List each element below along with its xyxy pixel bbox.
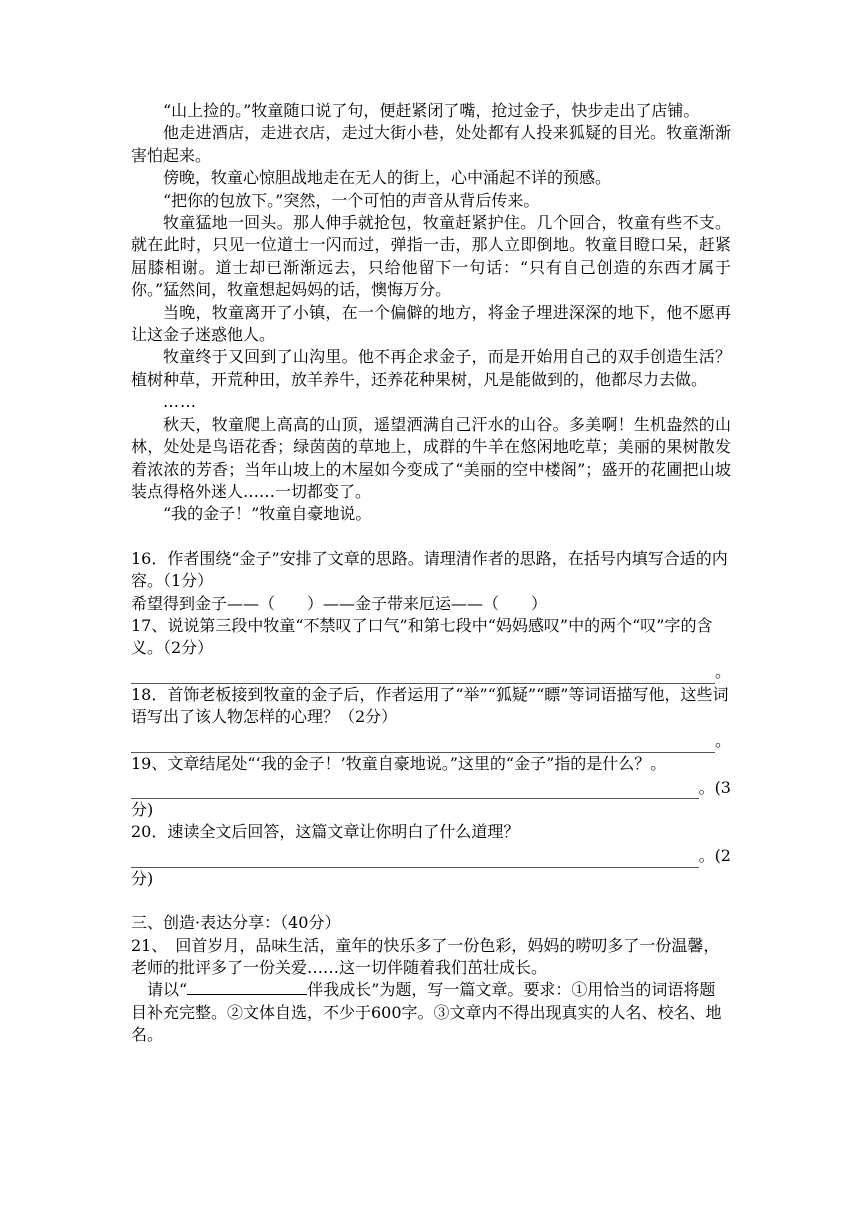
answer-line-end: 。(3	[698, 777, 731, 797]
story-paragraph: 秋天，牧童爬上高高的山顶，遥望洒满自己汗水的山谷。多美啊！生机盎然的山林，处处是鸟语花香；绿茵茵的草地上，成群的牛羊在悠闲地吃草；美丽的果树散发着浓浓的芳香；当年山坡上的木屋如今变成了“美丽的空中楼阁”；盛开的花圃把山坡装点得格外迷人……一切都变了。	[131, 414, 731, 501]
question-16: 16．作者围绕“金子”安排了文章的思路。请理清作者的思路，在括号内填写合适的内容。（1分）	[131, 548, 728, 591]
question-16-fill: 希望得到金子——（ ）——金子带来厄运——（ ）	[131, 593, 548, 613]
answer-line-20[interactable]	[131, 844, 731, 868]
story-ellipsis: ……	[163, 392, 197, 412]
answer-line-end: 。(2	[698, 846, 731, 866]
title-blank[interactable]	[187, 980, 307, 995]
answer-rule	[131, 669, 715, 684]
story-paragraph: 他走进酒店，走进衣店，走过大街小巷，处处都有人投来狐疑的目光。牧童渐渐害怕起来。	[131, 123, 731, 165]
story-paragraph: 傍晚，牧童心惊胆战地走在无人的街上，心中涌起不详的预感。	[163, 168, 612, 188]
answer-line-17[interactable]	[131, 660, 731, 684]
answer-rule	[131, 738, 715, 753]
section-3-heading: 三、创造·表达分享：（40分）	[131, 913, 341, 933]
answer-line-18[interactable]	[131, 729, 731, 753]
story-paragraph: 当晚，牧童离开了小镇，在一个偏僻的地方，将金子埋进深深的地下，他不愿再让这金子迷惑他人。	[131, 302, 731, 345]
question-19: 19、文章结尾处“‘我的金子！’牧童自豪地说。”这里的“金子”指的是什么？。	[131, 753, 667, 773]
answer-line-19[interactable]	[131, 775, 731, 799]
question-19-score: 分)	[131, 799, 154, 819]
question-17: 17、说说第三段中牧童“不禁叹了口气”和第七段中“妈妈感叹”中的两个“叹”字的含义。（2分）	[131, 615, 713, 658]
exam-page	[131, 100, 731, 1047]
answer-rule	[131, 784, 699, 799]
story-paragraph: 牧童猛地一回头。那人伸手就抢包，牧童赶紧护住。几个回合，牧童有些不支。就在此时，只见一位道士一闪而过，弹指一击，那人立即倒地。牧童目瞪口呆，赶紧屈膝相谢。道士却已渐渐远去，只给他留下一句话：“只有自己创造的东西才属于你。”猛然间，牧童想起妈妈的话，懊悔万分。	[131, 213, 731, 300]
story-paragraph: “山上捡的。”牧童随口说了句，便赶紧闭了嘴，抢过金子，快步走出了店铺。	[163, 101, 700, 120]
question-18: 18．首饰老板接到牧童的金子后，作者运用了“举”“狐疑”“瞟”等词语描写他，这些词语写出了该人物怎样的心理？（2分）	[131, 684, 729, 727]
essay-requirement-prefix: 请以“	[147, 980, 188, 1000]
story-paragraph: 牧童终于又回到了山沟里。他不再企求金子，而是开始用自己的双手创造生活？植树种草，开荒种田，放羊养牛，还养花种果树，凡是能做到的，他都尽力去做。	[131, 347, 731, 389]
story-paragraph: “把你的包放下。”突然，一个可怕的声音从背后传来。	[163, 190, 540, 210]
question-21: 21、 回首岁月，品味生活，童年的快乐多了一份色彩，妈妈的唠叨多了一份温馨，老师的批评多了一份关爱……这一切伴随着我们茁壮成长。	[131, 935, 720, 977]
spacer	[131, 890, 731, 912]
spacer	[131, 526, 731, 548]
essay-requirement	[131, 979, 731, 1046]
question-20: 20．速读全文后回答，这篇文章让你明白了什么道理？	[131, 822, 520, 842]
answer-rule	[131, 853, 699, 868]
story-paragraph: “我的金子！”牧童自豪地说。	[163, 504, 372, 524]
answer-line-end: 。	[714, 731, 731, 751]
answer-line-end: 。	[714, 662, 731, 682]
question-20-score: 分)	[131, 868, 154, 888]
essay-requirement-text: 伴我成长”为题，写一篇文章。要求：①用恰当的词语将题目补充完整。②文体自选，不少于600字。③文章内不得出现真实的人名、校名、地名。	[131, 980, 722, 1045]
